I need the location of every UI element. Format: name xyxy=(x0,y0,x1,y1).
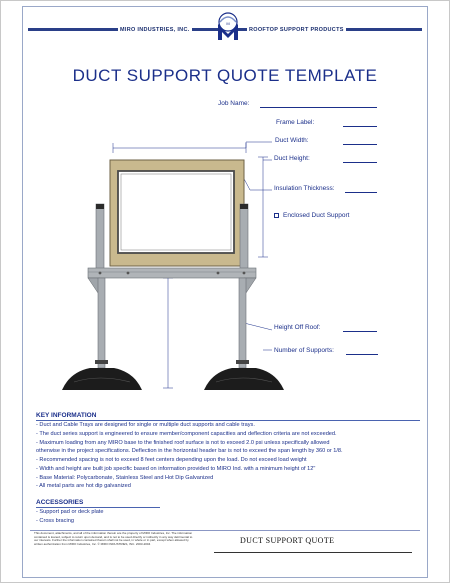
right-base xyxy=(204,368,284,390)
insulation-thickness-field[interactable] xyxy=(345,192,377,193)
duct-opening xyxy=(118,171,234,253)
insulation-thickness-label: Insulation Thickness: xyxy=(274,185,335,192)
number-of-supports-label: Number of Supports: xyxy=(274,347,334,354)
right-leg xyxy=(239,278,246,368)
duct-height-label: Duct Height: xyxy=(274,155,310,162)
company-name: MIRO INDUSTRIES, INC. xyxy=(120,27,190,33)
key-info-item: - The duct series support is engineered to ensure member/component capacities and deflection criteria are not exceeded. xyxy=(36,431,337,437)
footer-rule xyxy=(214,552,412,553)
frame-label-field[interactable] xyxy=(343,126,377,127)
key-info-item: - Recommended spacing is not to exceed 8 feet centers depending upon the load. Do not exceed load weight xyxy=(36,457,307,463)
right-upper-post xyxy=(240,204,248,270)
logo-letter: M xyxy=(226,21,230,26)
key-info-item: - Maximum loading from any MIRO base to the finished roof surface is not to exceed 2.0 psi unless specifically allowed xyxy=(36,440,330,446)
key-info-item: - Base Material: Polycarbonate, Stainless Steel and Hot Dip Galvanized xyxy=(36,475,214,481)
enclosed-duct-support-checkbox[interactable] xyxy=(274,213,279,218)
footer-doc-title: DUCT SUPPORT QUOTE xyxy=(240,536,335,545)
left-upper-post xyxy=(96,204,104,270)
key-info-item: - Duct and Cable Trays are designed for single or multiple duct supports and cable trays. xyxy=(36,422,255,428)
enclosed-duct-support-label: Enclosed Duct Support xyxy=(283,212,350,219)
product-line: ROOFTOP SUPPORT PRODUCTS xyxy=(249,27,344,33)
key-info-item: - All metal parts are hot dip galvanized xyxy=(36,483,131,489)
duct-height-field[interactable] xyxy=(343,162,377,163)
page-title: DUCT SUPPORT QUOTE TEMPLATE xyxy=(72,66,378,85)
job-name-field[interactable] xyxy=(260,107,377,108)
duct-width-field[interactable] xyxy=(343,144,377,145)
frame-label-label: Frame Label: xyxy=(276,119,315,126)
job-name-label: Job Name: xyxy=(218,100,250,107)
left-base xyxy=(62,368,142,390)
header-bar xyxy=(88,268,256,278)
footer-disclaimer: This document, attachments, and all of the information therein are the property of MIRO Industries, Inc. The information contained is loaned, subject to return upon demand, and is not to be used directly or indirectly in any way detrimental to our interests. Further the information contained therein shall not be used, in whole or in part, except when allowed by written authorization from MIRO Industries, Inc. © MIRO INDUSTRIES, INC. 2003-2004 xyxy=(34,531,193,546)
key-info-heading: KEY INFORMATION xyxy=(36,412,97,419)
height-off-roof-label: Height Off Roof: xyxy=(274,324,321,331)
accessories-heading: ACCESSORIES xyxy=(36,499,84,506)
accessory-item: - Support pad or deck plate xyxy=(36,509,104,515)
left-leg xyxy=(98,278,105,368)
number-of-supports-field[interactable] xyxy=(346,354,378,355)
key-info-item: otherwise in the project specifications. Deflection in the horizontal header bar is not to exceed the span length by 360 or 1/8. xyxy=(36,448,343,454)
duct-width-label: Duct Width: xyxy=(275,137,309,144)
accessory-item: - Cross bracing xyxy=(36,518,74,524)
key-info-item: - Width and height are built job specific based on information provided to MIRO Ind. with a minimum height of 12" xyxy=(36,466,316,472)
height-off-roof-field[interactable] xyxy=(343,331,377,332)
